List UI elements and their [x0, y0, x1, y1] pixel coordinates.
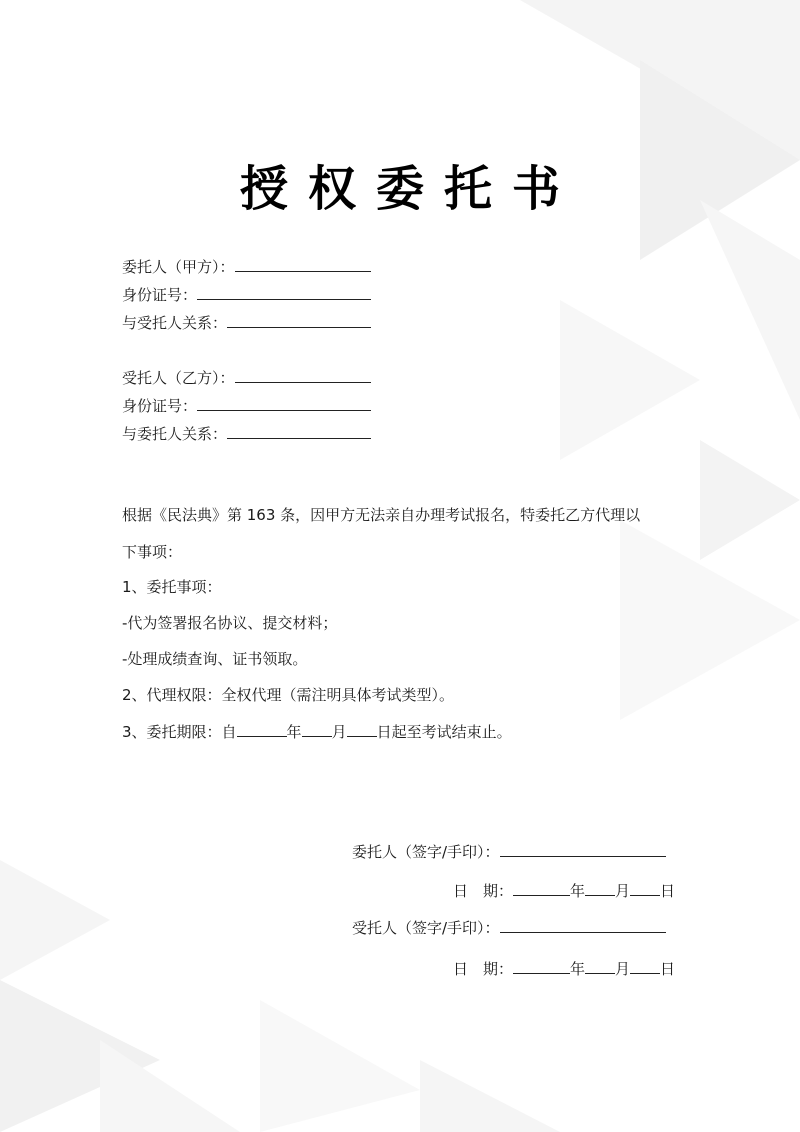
principal-relation-field[interactable] — [227, 312, 371, 328]
agent-date-year-label: 年 — [570, 960, 586, 978]
principal-relation-label: 与受托人关系： — [122, 314, 228, 332]
principal-date-month-field[interactable] — [585, 880, 615, 896]
agent-date-day-field[interactable] — [630, 958, 660, 974]
principal-id-label: 身份证号： — [122, 286, 198, 304]
item3-month-label: 月 — [331, 723, 347, 741]
item3-term — [122, 721, 512, 742]
agent-date-month-label: 月 — [615, 960, 631, 978]
principal-date-year-label: 年 — [570, 882, 586, 900]
document-title: 授权委托书 — [239, 161, 580, 217]
principal-relation-row — [122, 312, 371, 333]
agent-relation-label: 与委托人关系： — [122, 425, 228, 443]
principal-name-field[interactable] — [235, 256, 371, 272]
principal-date-row — [453, 880, 675, 901]
agent-name-row — [122, 367, 371, 388]
agent-name-field[interactable] — [235, 367, 371, 383]
principal-name-row — [122, 256, 371, 277]
agent-id-label: 身份证号： — [122, 397, 198, 415]
agent-date-label: 日 期： — [453, 960, 514, 978]
agent-relation-row — [122, 423, 371, 444]
intro-line-1: 根据《民法典》第 163 条，因甲方无法亲自办理考试报名，特委托乙方代理以 — [122, 506, 641, 524]
agent-id-row — [122, 395, 371, 416]
principal-date-month-label: 月 — [615, 882, 631, 900]
principal-id-field[interactable] — [197, 284, 371, 300]
item1-detail-a: -代为签署报名协议、提交材料； — [122, 614, 338, 632]
principal-signature-field[interactable] — [500, 841, 666, 857]
agent-id-field[interactable] — [197, 395, 371, 411]
agent-signature-field[interactable] — [500, 917, 666, 933]
item3-suffix: 日起至考试结束止。 — [376, 723, 512, 741]
agent-date-row — [453, 958, 675, 979]
principal-id-row — [122, 284, 371, 305]
agent-signature-row — [352, 917, 666, 938]
principal-name-label: 委托人（甲方）： — [122, 258, 235, 276]
term-month-field[interactable] — [302, 721, 332, 737]
intro-line-2: 下事项： — [122, 543, 183, 561]
item3-year-label: 年 — [286, 723, 302, 741]
agent-relation-field[interactable] — [227, 423, 371, 439]
principal-signature-label: 委托人（签字/手印）： — [352, 843, 500, 861]
principal-date-day-field[interactable] — [630, 880, 660, 896]
principal-signature-row — [352, 841, 666, 862]
item2-authority: 2、代理权限：全权代理（需注明具体考试类型）。 — [122, 686, 455, 704]
item1-detail-b: -处理成绩查询、证书领取。 — [122, 650, 308, 668]
agent-signature-label: 受托人（签字/手印）： — [352, 919, 500, 937]
term-day-field[interactable] — [347, 721, 377, 737]
principal-date-label: 日 期： — [453, 882, 514, 900]
principal-date-year-field[interactable] — [513, 880, 570, 896]
term-year-field[interactable] — [237, 721, 287, 737]
agent-name-label: 受托人（乙方）： — [122, 369, 235, 387]
item3-prefix: 3、委托期限：自 — [122, 723, 237, 741]
agent-date-day-label: 日 — [660, 960, 676, 978]
item1-title: 1、委托事项： — [122, 578, 222, 596]
principal-date-day-label: 日 — [660, 882, 676, 900]
agent-date-month-field[interactable] — [585, 958, 615, 974]
agent-date-year-field[interactable] — [513, 958, 570, 974]
